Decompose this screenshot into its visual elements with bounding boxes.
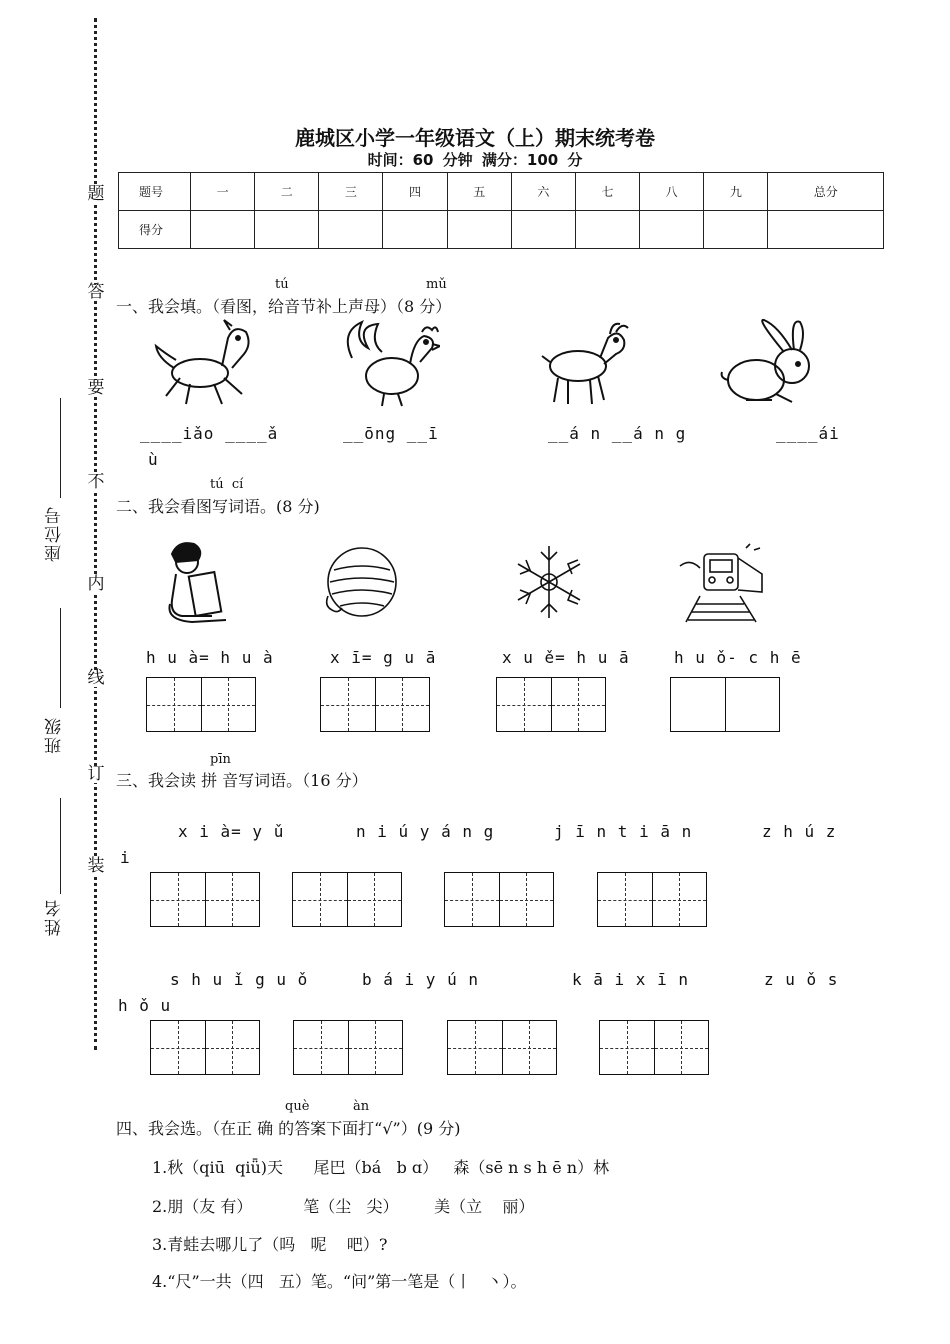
- section4-title: 四、我会选。（在正 确 的答案下面打“√”）(9 分): [116, 1119, 461, 1138]
- goat-illustration: [540, 318, 630, 408]
- score-column-header: 总分: [768, 173, 884, 211]
- exam-subtitle: 时间：60 分钟 满分：100 分: [367, 151, 583, 169]
- writing-grid[interactable]: [292, 872, 402, 927]
- section3-ruby: pīn: [210, 752, 231, 767]
- score-table-score-row: [119, 211, 884, 249]
- word-pinyin-huoche: h u ǒ- c h ē: [674, 648, 802, 667]
- boy-drawing-illustration: [162, 540, 237, 624]
- binding-char: 订: [87, 764, 105, 784]
- section3-row1-wrap: i: [120, 848, 135, 867]
- score-cell[interactable]: [575, 211, 639, 249]
- score-table: [118, 172, 884, 249]
- section1-wrap-text: ù: [148, 450, 163, 469]
- writing-grid[interactable]: [150, 1020, 260, 1075]
- word-pinyin-xigua: x ī= g u ā: [330, 648, 437, 667]
- rabbit-illustration: [716, 318, 816, 408]
- score-cell[interactable]: [447, 211, 511, 249]
- exam-title: 鹿城区小学一年级语文（上）期末统考卷: [295, 126, 655, 150]
- rooster-illustration: [340, 318, 440, 408]
- score-cell[interactable]: [255, 211, 319, 249]
- score-cell[interactable]: [383, 211, 447, 249]
- binding-char: 要: [87, 378, 105, 398]
- score-cell[interactable]: [319, 211, 383, 249]
- score-row-label: 得分: [119, 211, 191, 249]
- section1-ruby-tu: tú: [275, 277, 289, 292]
- score-table-header-row: [119, 173, 884, 211]
- watermelon-illustration: [322, 544, 400, 622]
- horse-illustration: [152, 318, 254, 408]
- choice-item-4[interactable]: 4.“尺”一共（四 五）笔。“问”第一笔是（丨 丶）。: [152, 1272, 527, 1291]
- score-header-label: 题号: [119, 173, 191, 211]
- binding-dotted-line: [94, 18, 97, 1050]
- score-cell[interactable]: [640, 211, 704, 249]
- rabbit-blank[interactable]: ____ái: [776, 424, 840, 443]
- word-pinyin-xiayu: x i à= y ǔ: [178, 822, 285, 841]
- binding-char: 不: [87, 472, 105, 492]
- score-column-header: 五: [447, 173, 511, 211]
- section2-title: 二、我会看图写词语。(8 分): [116, 497, 320, 516]
- score-column-header: 九: [704, 173, 768, 211]
- snowflake-illustration: [510, 542, 588, 622]
- score-cell[interactable]: [704, 211, 768, 249]
- seat-number-line[interactable]: [60, 398, 61, 498]
- writing-grid[interactable]: [447, 1020, 557, 1075]
- word-pinyin-zuoshou: z u ǒ s: [764, 970, 839, 989]
- binding-char: 答: [87, 282, 105, 302]
- score-column-header: 八: [640, 173, 704, 211]
- score-column-header: 四: [383, 173, 447, 211]
- word-pinyin-kaixin: k ā i x ī n: [572, 970, 689, 989]
- word-pinyin-huahua: h u à= h u à: [146, 648, 274, 667]
- class-line[interactable]: [60, 608, 61, 708]
- section3-title: 三、我会读 拼 音写词语。（16 分）: [116, 771, 368, 790]
- writing-grid[interactable]: [150, 872, 260, 927]
- score-column-header: 一: [191, 173, 255, 211]
- section2-ruby: tú cí: [210, 477, 244, 492]
- score-column-header: 七: [575, 173, 639, 211]
- writing-grid[interactable]: [599, 1020, 709, 1075]
- word-pinyin-zhuzi: z h ú z: [762, 822, 837, 841]
- section4-ruby-que: què: [285, 1099, 310, 1114]
- score-column-header: 六: [511, 173, 575, 211]
- word-pinyin-jintian: j ī n t i ā n: [554, 822, 693, 841]
- train-illustration: [676, 540, 766, 624]
- word-pinyin-xuehua: x u ě= h u ā: [502, 648, 630, 667]
- word-pinyin-niuyang: n i ú y á n g: [356, 822, 495, 841]
- section1-ruby-mu: mǔ: [426, 277, 447, 292]
- rooster-blank[interactable]: __ōng __ī: [343, 424, 439, 443]
- writing-grid[interactable]: [597, 872, 707, 927]
- choice-item-1[interactable]: 1.秋（qiū qiǖ)天 尾巴（bá b ɑ） 森（sē n s h ē n）林: [152, 1158, 610, 1177]
- score-column-header: 三: [319, 173, 383, 211]
- section3-row2-wrap: h ǒ u: [118, 996, 172, 1015]
- score-cell[interactable]: [768, 211, 884, 249]
- score-column-header: 二: [255, 173, 319, 211]
- section1-title: 一、我会填。（看图，给音节补上声母）（8 分）: [116, 297, 452, 316]
- writing-grid[interactable]: [146, 677, 256, 732]
- class-label: 班级: [45, 716, 65, 754]
- binding-char: 线: [87, 668, 105, 688]
- writing-grid[interactable]: [444, 872, 554, 927]
- binding-char: 内: [87, 574, 105, 594]
- writing-grid[interactable]: [670, 677, 780, 732]
- name-label: 姓名: [45, 898, 65, 936]
- goat-blank[interactable]: __á n __á n g: [548, 424, 687, 443]
- score-cell[interactable]: [191, 211, 255, 249]
- choice-item-3[interactable]: 3.青蛙去哪儿了（吗 呢 吧）?: [152, 1235, 388, 1254]
- writing-grid[interactable]: [293, 1020, 403, 1075]
- name-line[interactable]: [60, 798, 61, 894]
- score-cell[interactable]: [511, 211, 575, 249]
- writing-grid[interactable]: [320, 677, 430, 732]
- seat-number-label: 座位号: [45, 505, 65, 562]
- section4-ruby-an: àn: [353, 1099, 370, 1114]
- word-pinyin-baiyun: b á i y ú n: [362, 970, 479, 989]
- choice-item-2[interactable]: 2.朋（友 有） 笔（尘 尖） 美（立 丽）: [152, 1197, 535, 1216]
- writing-grid[interactable]: [496, 677, 606, 732]
- word-pinyin-shuiguo: s h u ǐ g u ǒ: [170, 970, 309, 989]
- horse-blank[interactable]: ____iǎo ____ǎ: [140, 424, 279, 443]
- binding-char: 装: [87, 856, 105, 876]
- binding-char: 题: [87, 184, 105, 204]
